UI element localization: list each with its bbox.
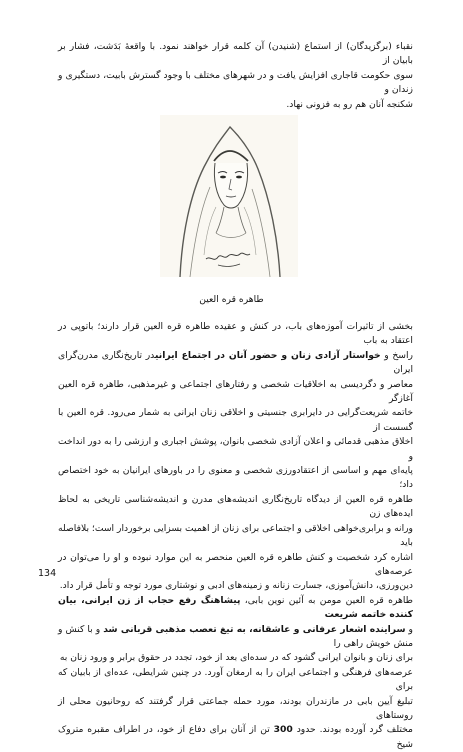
page-number: 134 (38, 568, 57, 579)
text-line (58, 349, 413, 378)
text-span: تن از آنان برای دفاع از خود، در اطراف مقبره متروک شیخ (58, 724, 413, 750)
bold-phrase: خواستار آزادی زنان و حضور آنان در اجتماع ایرانی (155, 349, 381, 361)
text-line: طاهره قره العین از دیدگاه تاریخ‌نگاری اندیشه‌های مدرن و اندیشه‌شناسی تاریخی به لحاظ ایده‌های زن (58, 493, 413, 520)
text-line: بخشی از تاثیرات آموزه‌های باب، در کنش و عقیده طاهره قره العین قرار دارند؛ باتوپی در اعتقاد به باب (58, 321, 413, 347)
bold-phrase: پیشاهنگ رفع حجاب از زن ایرانی، بیان کننده خاتمه شریعت (58, 594, 413, 621)
text-line: دین‌ورزی، دانش‌آموزی، جسارت زنانه و زمینه‌های ادبی و نوشتاری مورد توجه و تأمل قرار داد. (59, 580, 413, 592)
text-line: تبلیغ آیین بابی در مازندران بودند، مورد حمله جماعتی قرار گرفتند که روحانیون محلی از روستاهای (58, 695, 413, 721)
bold-number: 300 (273, 724, 293, 736)
portrait-photo (160, 115, 298, 277)
text-line: نقباء (برگزیدگان) از استماع (شنیدن) آن کلمه قرار خواهند نمود. با واقعهٔ بَدَشت، فشار بر بابیان از (58, 41, 413, 67)
text-line: عرصه‌های فرهنگی و اجتماعی ایران را به ارمغان آورد. در چنین شرایطی، عده‌ای از بابیان که برای (58, 666, 413, 693)
text-span: راسخ و (380, 349, 413, 361)
text-span: در تاریخ‌نگاری مدرن‌گرای ایران (58, 349, 413, 376)
bold-phrase: سراینده اشعار عرفانی و عاشقانه، به تیغ تعصب مذهبی قربانی شد (103, 623, 406, 635)
text-line: پایه‌ای مهم و اساسی از اعتقادورزی شخصی و معنوی را در باورهای ایرانیان به خود اختصاص داد؛ (58, 465, 413, 491)
text-line: اشاره کرد شخصیت و کنش طاهره قره العین منحصر به این موارد نبوده و او را می‌توان در عرصه‌های (58, 551, 413, 577)
figure-caption: طاهره قره العین (199, 294, 264, 305)
text-line (58, 594, 413, 623)
text-span: مختلف گرد آورده بودند. حدود (292, 724, 413, 736)
text-line: برای زنان و بانوان ایرانی گشود که در سده‌ای بعد از خود، تجدد در حقوق برابر و ورود زنان به (59, 652, 413, 664)
text-line: معاصر و دگردیسی به اخلاقیات شخصی و رفتارهای اجتماعی و غیرمذهبی، طاهره قره العین آغازگر (58, 378, 413, 405)
text-line: اخلاق مذهبی قدمائی و اعلان آزادی شخصی بانوان، پوشش اجباری و ارزشی را به دور انداخت و (58, 436, 413, 462)
text-line: ورانه و برابری‌خواهی اخلاقی و اجتماعی برای زنان از اهمیت بسزایی برخوردار است؛ بلافاصله باید (58, 522, 413, 549)
text-line: سوی حکومت قاجاری افزایش یافت و در شهرهای مختلف با وجود گسترش بابیت، دستگیری و زندان و (58, 69, 413, 96)
text-span: طاهره قره العین مومن به آئین نوین بابی، (240, 594, 413, 606)
intro-paragraph (58, 40, 413, 112)
text-span: و (405, 623, 413, 635)
text-line (58, 723, 413, 752)
text-line: شکنجه آنان هم رو به فزونی نهاد. (286, 98, 413, 110)
portrait-drawing (160, 115, 298, 277)
text-line (58, 623, 413, 652)
text-span: و با کنش و منش خویش راهی را (58, 623, 413, 649)
text-line: خاتمه شریعت‌گرایی در دایرابری جنسیتی و اخلاقی زنان ایرانی به شمار می‌رود. قره العین با گسست از (58, 407, 413, 433)
body-paragraph (58, 320, 413, 752)
